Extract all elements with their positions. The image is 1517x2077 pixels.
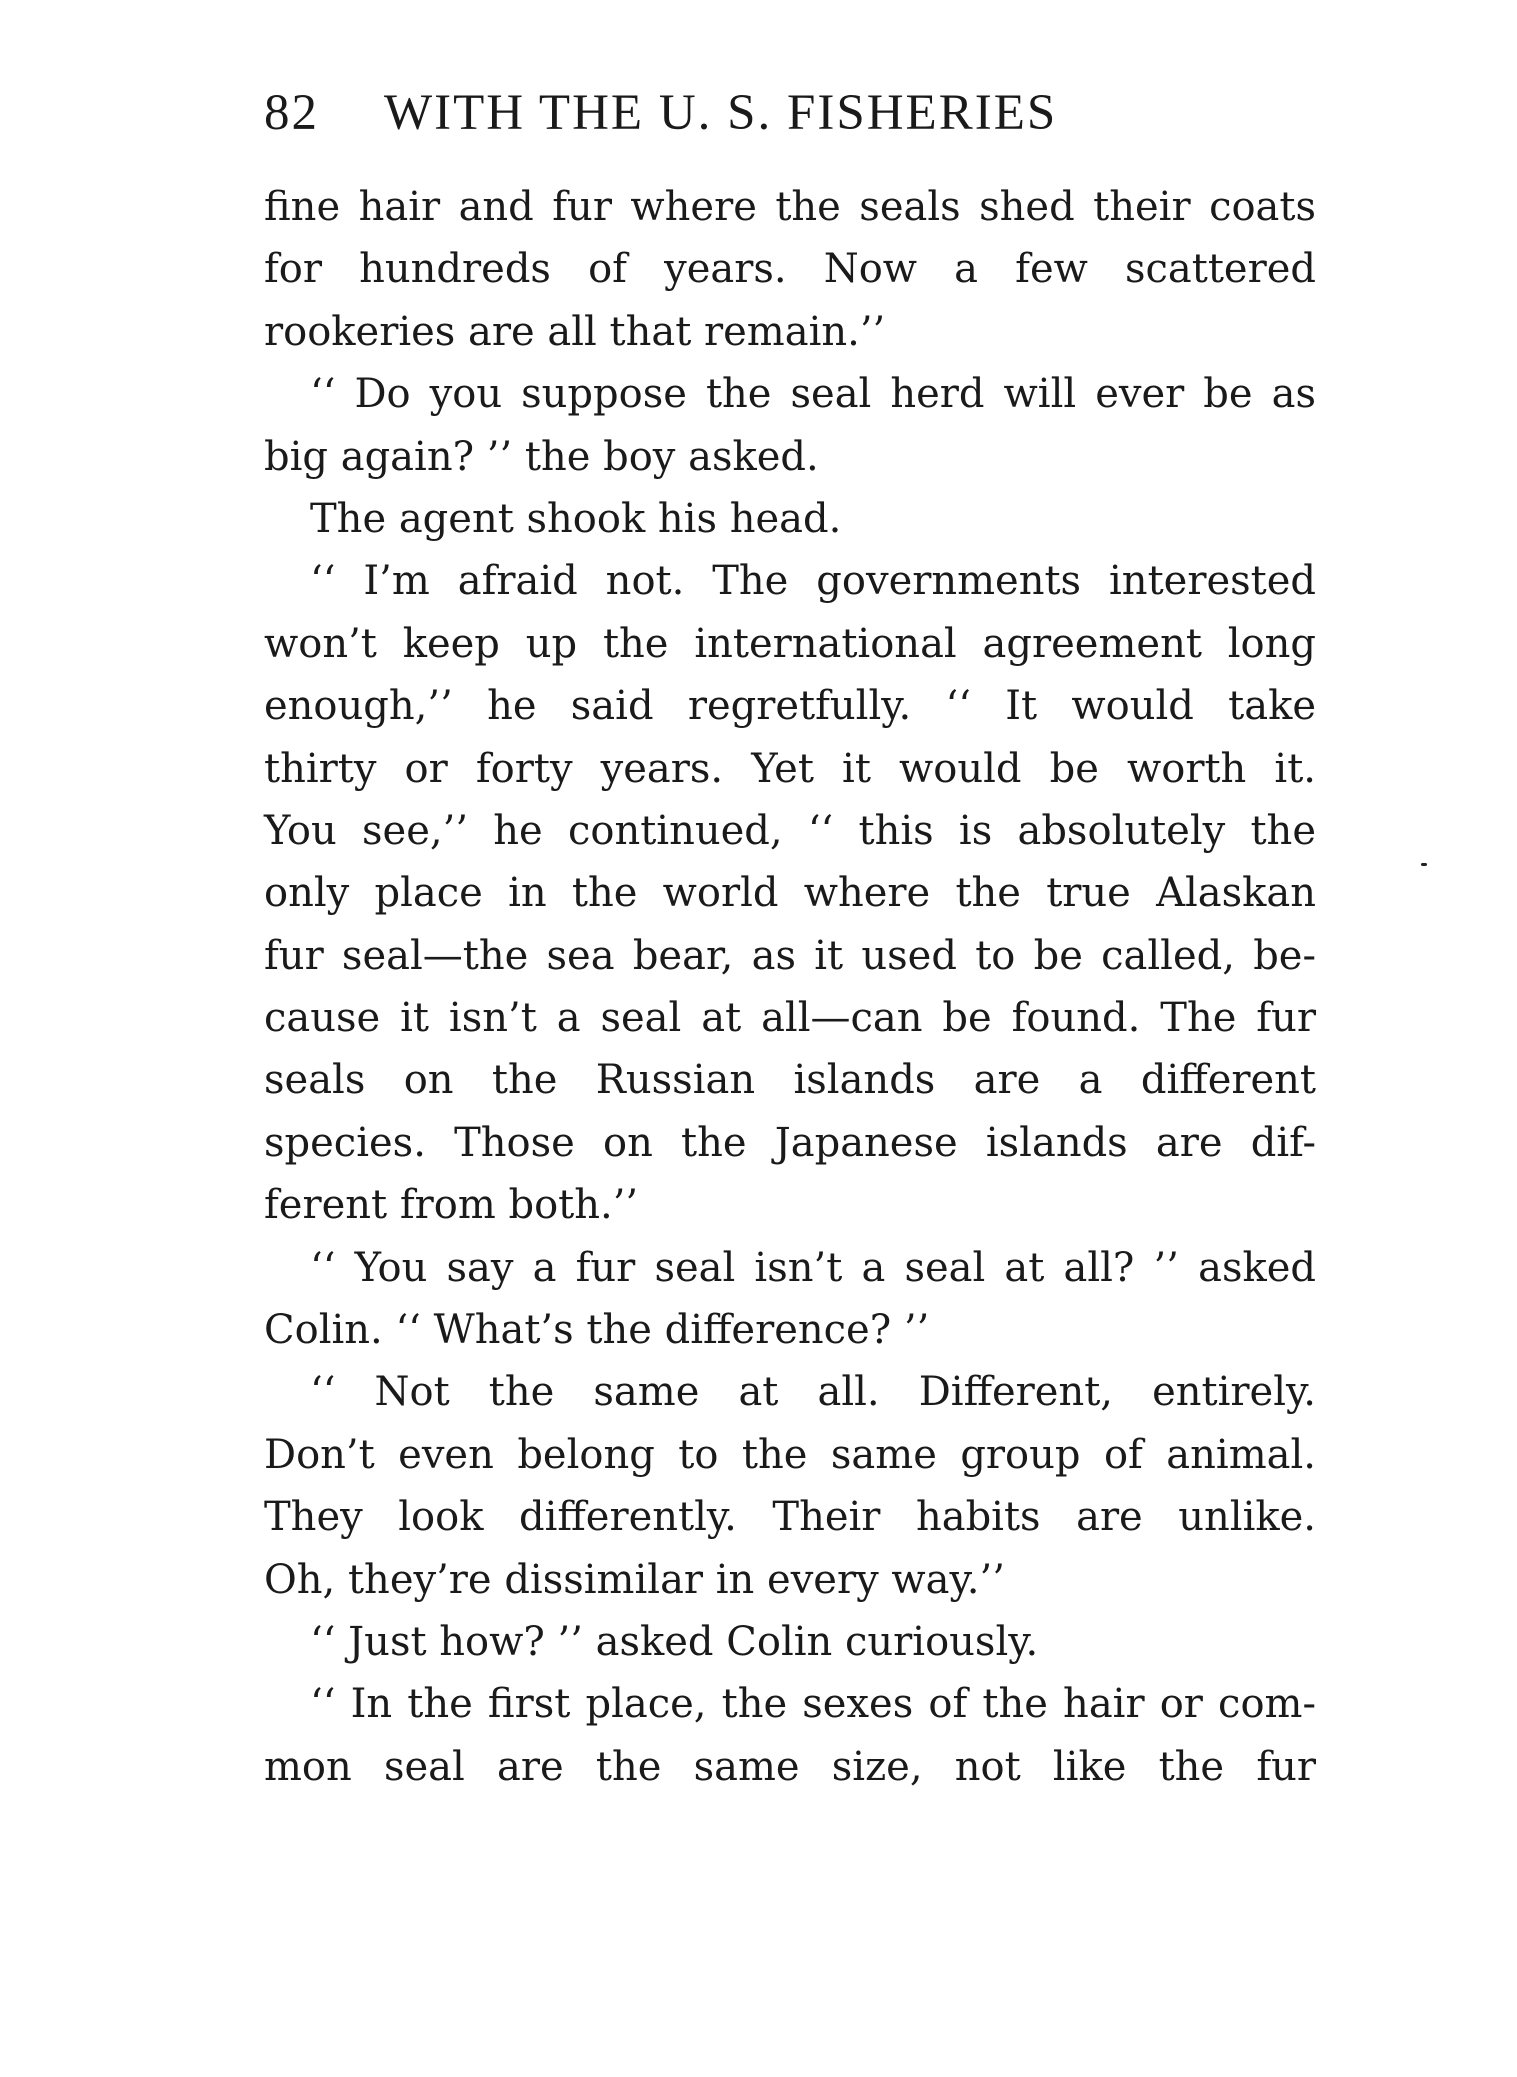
text-line: ‘‘ Not the same at all. Different, entirely.: [310, 1369, 1316, 1416]
text-line: only place in the world where the true Alaskan: [264, 870, 1316, 917]
text-line: for hundreds of years. Now a few scattered: [264, 246, 1316, 293]
text-line: ‘‘ Do you suppose the seal herd will ever be as: [310, 371, 1316, 418]
text-line: fine hair and fur where the seals shed their coats: [264, 184, 1316, 230]
text-line: Oh, they’re dissimilar in every way.’’: [264, 1556, 1005, 1603]
body-text: [264, 176, 1316, 1798]
text-line: cause it isn’t a seal at all—can be found. The fur: [264, 995, 1316, 1042]
text-line: ‘‘ You say a fur seal isn’t a seal at all? ’’ asked: [310, 1244, 1316, 1291]
text-line: ferent from both.’’: [264, 1182, 639, 1229]
text-line: rookeries are all that remain.’’: [264, 308, 886, 355]
text-line: thirty or forty years. Yet it would be worth it.: [264, 745, 1316, 792]
text-line: You see,’’ he continued, ‘‘ this is absolutely the: [264, 807, 1316, 854]
text-line: ‘‘ In the first place, the sexes of the hair or com-: [310, 1681, 1316, 1728]
print-speck: [1421, 863, 1427, 866]
text-line: species. Those on the Japanese islands are dif-: [264, 1119, 1316, 1166]
text-line: enough,’’ he said regretfully. ‘‘ It would take: [264, 683, 1316, 730]
text-line: ‘‘ I’m afraid not. The governments interested: [310, 558, 1316, 605]
text-line: Colin. ‘‘ What’s the difference? ’’: [264, 1307, 930, 1354]
page-header: [264, 84, 1314, 144]
text-line: fur seal—the sea bear, as it used to be called, be-: [264, 932, 1316, 979]
text-line: The agent shook his head.: [310, 495, 842, 542]
text-line: big again? ’’ the boy asked.: [264, 433, 819, 480]
page-number: 82: [264, 85, 319, 141]
text-line: mon seal are the same size, not like the fur: [264, 1743, 1316, 1790]
text-line: seals on the Russian islands are a different: [264, 1057, 1316, 1104]
text-line: Don’t even belong to the same group of animal.: [264, 1431, 1316, 1478]
running-title: WITH THE U. S. FISHERIES: [384, 85, 1058, 141]
text-line: won’t keep up the international agreement long: [264, 620, 1316, 667]
text-line: They look differently. Their habits are unlike.: [264, 1494, 1316, 1541]
text-line: ‘‘ Just how? ’’ asked Colin curiously.: [310, 1618, 1039, 1665]
